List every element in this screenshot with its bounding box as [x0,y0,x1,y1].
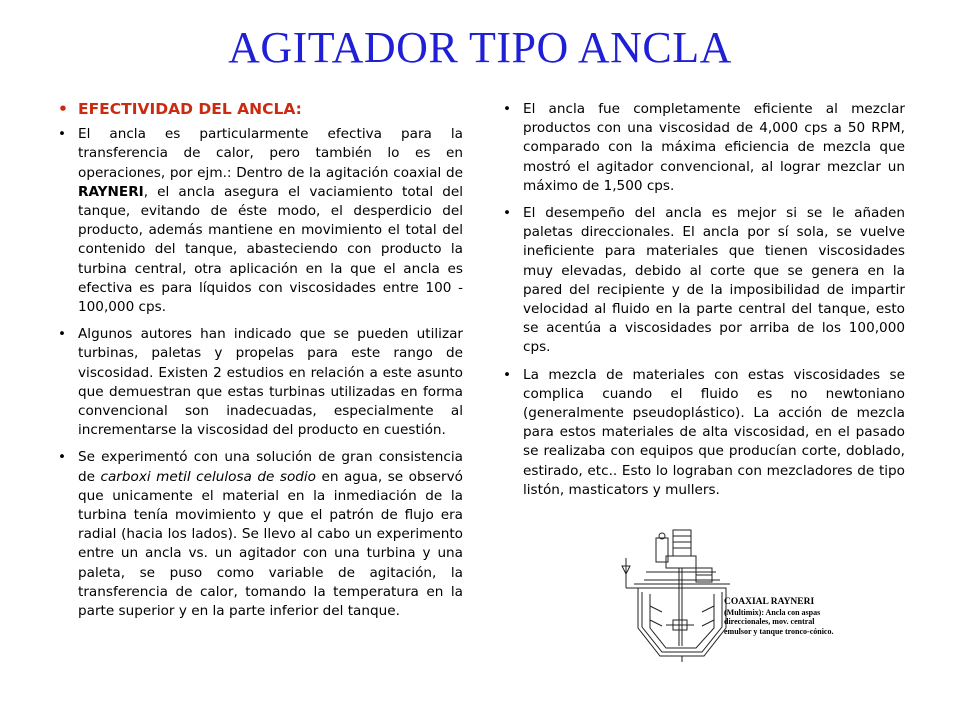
paragraph-text: La mezcla de materiales con estas viscosidades se complica cuando el fluido es no newtoniano (generalmente pseudoplástico). La acción de mezcla para estos materiales de alta viscosidad, en el pasado se realizaba con equipos que producían corte, doblado, estirado, etc.. Esto lo lograban con mezcladores de tipo listón, masticators y mullers. [523,366,905,498]
paragraph-experiment [58,448,463,621]
caption-title: COAXIAL RAYNERI [724,597,815,607]
paragraph-efficiency [503,100,905,196]
bullet: • [58,326,67,343]
page-title: AGITADOR TIPO ANCLA [228,23,732,72]
bullet: • [58,449,67,466]
paragraph-text: , el ancla asegura el vaciamiento total del tanque, evitando de éste modo, el desperdicio del producto, además mantiene en movimiento el total del contenido del tanque, abasteciendo con producto la turbina central, otra aplicación en la que el ancla es efectiva es para líquidos con viscosidades entre 100 - 100,000 cps. [78,183,463,316]
bullet: • [503,366,512,383]
paragraph-authors [58,325,463,440]
agitator-diagram [616,528,838,663]
heading-text: EFECTIVIDAD DEL ANCLA: [78,100,302,118]
paragraph-performance [503,204,905,358]
section-heading [58,100,463,119]
paragraph-text: Algunos autores han indicado que se pueden utilizar turbinas, paletas y propelas para este rango de viscosidad. Existen 2 estudios en relación a este asunto que demuestran que estas turbinas utilizadas en forma convencional son inadecuadas, especialmente al incrementarse la viscosidad del producto en cuestión. [78,326,463,439]
paragraph-text: El ancla fue completamente eficiente al mezclar productos con una viscosidad de 4,000 cps a 50 RPM, comparado con la máxima eficiencia de mezcla que mostró el agitador convencional, al lograr mezclar un máximo de 1,500 cps. [523,101,905,194]
paragraph-text: El ancla es particularmente efectiva para la transferencia de calor, pero también lo es en operaciones, por ejm.: Dentro de la agitación coaxial de [78,126,463,181]
bullet: • [58,126,67,143]
substance-name: carboxi metil celulosa de sodio [100,468,316,485]
left-column [58,100,463,629]
caption-body: (Multimix): Ancla con aspas direccionales, mov. central emulsor y tanque tronco-cónico. [724,607,834,636]
figure-caption [724,598,836,636]
paragraph-mixing [503,366,905,500]
paragraph-text: El desempeño del ancla es mejor si se le añaden paletas direccionales. El ancla por sí sola, se vuelve ineficiente para materiales que tienen viscosidades muy elevadas, debido al corte que se genera en la pared del recipiente y de la imposibilidad de impartir velocidad al fluido en la parte central del tanque, esto se acentúa a viscosidades por arriba de los 100,000 cps. [523,205,905,356]
bullet: • [503,101,512,117]
agitator-drawing [616,528,838,663]
paragraph-text: Se experimentó con una solución de gran consistencia de [78,449,463,485]
right-column [503,100,905,508]
brand-name: RAYNERI [78,183,144,200]
paragraph-text: en agua, se observó que unicamente el material en la inmediación de la turbina tenía movimiento y que el patrón de flujo era radial (hacia los lados). Se llevo al cabo un experimento entre un ancla vs. un agitador con una turbina y una paleta, se puso como variable de agitación, la transferencia de calor, tomando la temperatura en la parte superior y en la parte inferior del tanque. [78,468,463,620]
paragraph-effectiveness [58,125,463,317]
bullet: • [58,100,68,118]
bullet: • [503,205,512,222]
